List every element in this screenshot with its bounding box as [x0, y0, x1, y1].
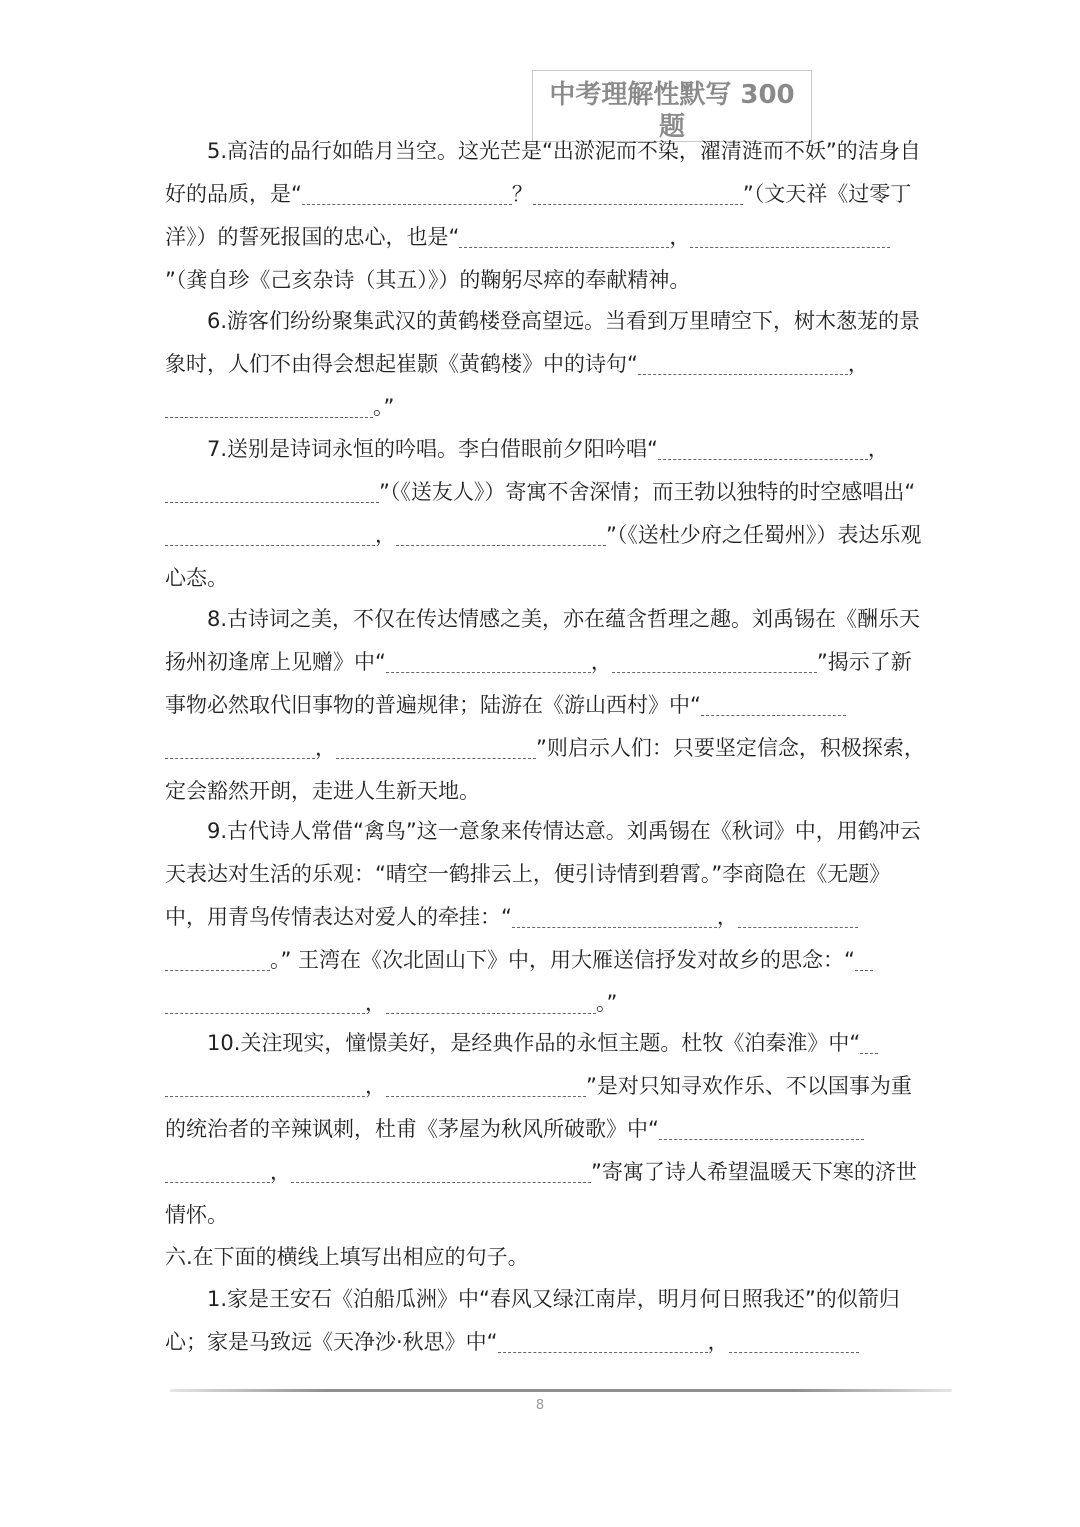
- question-7-text-c: ”（《送友人》）寄寓不舍深情；而王勃以独特的时空感唱出“: [379, 480, 916, 504]
- question-9-text-c: 。” 王湾在《次北固山下》中，用大雁送信抒发对故乡的思念：“: [270, 948, 855, 972]
- question-7-text-b: ，: [867, 437, 889, 461]
- question-5-text-q: ？: [511, 182, 533, 206]
- answer-blank[interactable]: [459, 225, 669, 248]
- question-10-text-d: ，: [270, 1160, 291, 1184]
- question-9-text-b: ，: [716, 905, 738, 929]
- section-6-title-text: 六.在下面的横线上填写出相应的句子。: [165, 1245, 529, 1269]
- question-9-text-e: 。”: [596, 991, 618, 1015]
- header-title-line2: 题: [658, 112, 685, 142]
- answer-blank[interactable]: [165, 1160, 270, 1183]
- question-5: [165, 130, 925, 302]
- question-6: [165, 300, 925, 429]
- page-number: 8: [535, 1398, 545, 1413]
- question-9-text-d: ，: [365, 991, 386, 1015]
- section-6-question-1-text-b: ，: [707, 1330, 729, 1354]
- answer-blank[interactable]: [638, 352, 848, 375]
- question-5-text-a: 5.高洁的品行如皓月当空。这光芒是“出淤泥而不染，濯清涟而不妖”的洁身自好的品质，是“: [165, 139, 921, 206]
- question-5-text-d: ”（龚自珍《己亥杂诗（其五）》）的鞠躬尽瘁的奉献精神。: [165, 268, 691, 292]
- question-6-text-b: ，: [847, 352, 869, 376]
- answer-blank[interactable]: [860, 1031, 878, 1054]
- answer-blank[interactable]: [658, 437, 868, 460]
- question-5-text-b: ”（文天祥《过零丁洋》）的誓死报国的忠心，也是“: [165, 182, 912, 249]
- question-8-text-d: ，: [315, 736, 336, 760]
- question-7-text-e: ”（《送杜少府之任蜀州》）表达乐观心态。: [165, 523, 922, 590]
- answer-blank[interactable]: [386, 991, 596, 1014]
- question-7: [165, 428, 925, 600]
- answer-blank[interactable]: [165, 1074, 365, 1097]
- section-6-title: [165, 1236, 925, 1279]
- answer-blank[interactable]: [396, 523, 606, 546]
- question-7-text-a: 7.送别是诗词永恒的吟唱。李白借眼前夕阳吟唱“: [207, 437, 658, 461]
- question-5-text-c: ，: [669, 225, 691, 249]
- answer-blank[interactable]: [386, 1074, 586, 1097]
- question-6-text-a: 6.游客们纷纷聚集武汉的黄鹤楼登高望远。当看到万里晴空下，树木葱茏的景象时，人们不由得会想起崔颢《黄鹤楼》中的诗句“: [165, 309, 921, 376]
- question-10-text-b: ，: [365, 1074, 386, 1098]
- header-title-line1: 中考理解性默写 300: [549, 80, 795, 110]
- question-9-text-a: 9.古代诗人常借“禽鸟”这一意象来传情达意。刘禹锡在《秋词》中，用鹤冲云天表达对生活的乐观：“晴空一鹤排云上，便引诗情到碧霄。”李商隐在《无题》中，用青鸟传情表达对爱人的牵挂：“: [165, 819, 921, 929]
- answer-blank[interactable]: [690, 225, 890, 248]
- answer-blank[interactable]: [855, 948, 873, 971]
- answer-blank[interactable]: [165, 948, 270, 971]
- question-10-text-a: 10.关注现实，憧憬美好，是经典作品的永恒主题。杜牧《泊秦淮》中“: [207, 1031, 861, 1055]
- question-7-text-d: ，: [375, 523, 396, 547]
- question-9: [165, 810, 925, 1025]
- answer-blank[interactable]: [165, 523, 375, 546]
- answer-blank[interactable]: [165, 480, 379, 503]
- answer-blank[interactable]: [533, 182, 743, 205]
- question-8-text-e: ”则启示人们：只要坚定信念，积极探索，定会豁然开朗，走进人生新天地。: [165, 736, 925, 803]
- answer-blank[interactable]: [729, 1330, 859, 1353]
- section-6-question-1: [165, 1278, 925, 1364]
- question-10-text-e: ”寄寓了诗人希望温暖天下寒的济世情怀。: [165, 1160, 917, 1227]
- answer-blank[interactable]: [659, 1117, 864, 1140]
- question-10-text-c: ”是对只知寻欢作乐、不以国事为重的统治者的辛辣讽刺，杜甫《茅屋为秋风所破歌》中“: [165, 1074, 912, 1141]
- answer-blank[interactable]: [701, 693, 846, 716]
- footer-divider: [170, 1389, 952, 1392]
- question-8-text-a: 8.古诗词之美，不仅在传达情感之美，亦在蕴含哲理之趣。刘禹锡在《酬乐天扬州初逢席上见赠》中“: [165, 607, 921, 674]
- question-8: [165, 598, 925, 813]
- answer-blank[interactable]: [291, 1160, 591, 1183]
- answer-blank[interactable]: [302, 182, 512, 205]
- section-6-question-1-text-a: 1.家是王安石《泊船瓜洲》中“春风又绿江南岸，明月何日照我还”的似箭归心；家是马致远《天净沙·秋思》中“: [165, 1287, 900, 1354]
- answer-blank[interactable]: [498, 1330, 708, 1353]
- question-10: [165, 1022, 925, 1237]
- question-8-text-b: ，: [590, 650, 612, 674]
- answer-blank[interactable]: [738, 905, 858, 928]
- question-8-text-c: ”揭示了新事物必然取代旧事物的普遍规律；陆游在《游山西村》中“: [165, 650, 912, 717]
- answer-blank[interactable]: [336, 736, 536, 759]
- answer-blank[interactable]: [386, 650, 591, 673]
- question-6-text-c: 。”: [373, 395, 395, 419]
- answer-blank[interactable]: [165, 991, 365, 1014]
- answer-blank[interactable]: [512, 905, 717, 928]
- answer-blank[interactable]: [165, 395, 373, 418]
- answer-blank[interactable]: [612, 650, 817, 673]
- answer-blank[interactable]: [165, 736, 315, 759]
